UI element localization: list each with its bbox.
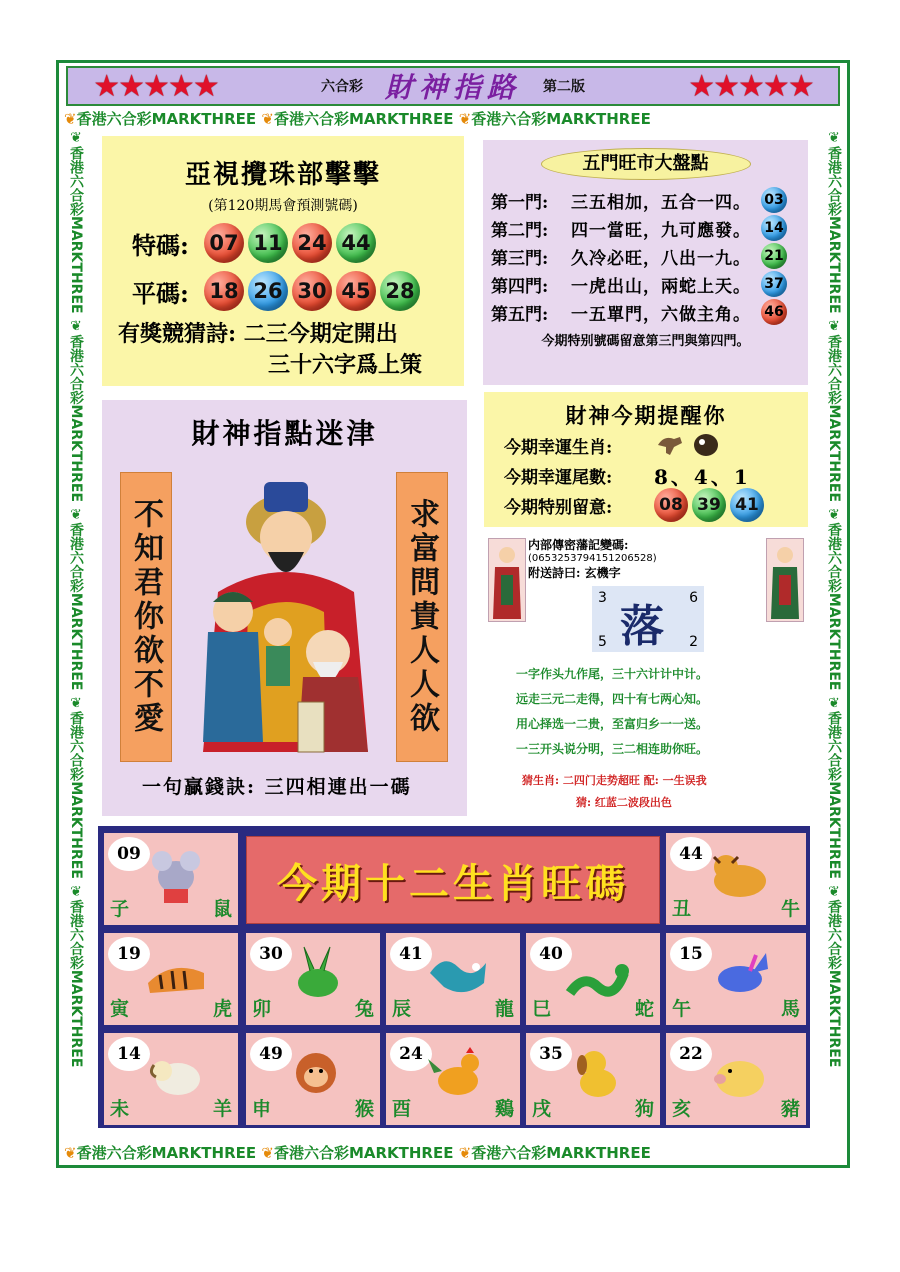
zodiac-cell xyxy=(386,1033,520,1125)
zodiac-animal: 龍 xyxy=(494,998,514,1020)
lucky-zodiac-icons xyxy=(654,431,724,459)
left-banner: 不知君你欲不愛 xyxy=(120,472,172,762)
flat-ball: 18 xyxy=(204,271,244,311)
color-hint: 猜: 红蓝二波段出色 xyxy=(576,796,672,809)
header-right-label: 第二版 xyxy=(543,79,585,95)
zodiac-animal: 狗 xyxy=(634,1098,654,1120)
attention-ball: 08 xyxy=(654,488,688,522)
three-deities-illustration xyxy=(178,462,393,762)
snake-icon xyxy=(564,943,634,1007)
five-gates-panel xyxy=(483,140,808,385)
gate-ball: 14 xyxy=(761,215,787,241)
prediction-title: 亞視攪珠部擊擊 xyxy=(184,160,381,190)
horse-icon xyxy=(704,943,774,1007)
goat-icon xyxy=(142,1043,212,1107)
zodiac-cell xyxy=(104,833,238,925)
gate-row: 第四門: 一虎出山，兩蛇上天。 37 xyxy=(491,270,808,298)
zodiac-cell xyxy=(386,933,520,1025)
flat-ball: 28 xyxy=(380,271,420,311)
zodiac-number: 30 xyxy=(250,937,292,971)
zodiac-number: 09 xyxy=(108,837,150,871)
zodiac-animal: 兔 xyxy=(354,998,374,1020)
zodiac-cell xyxy=(526,933,660,1025)
gate-ball: 46 xyxy=(761,299,787,325)
guidance-panel xyxy=(102,400,467,816)
rooster-icon xyxy=(424,1043,494,1107)
earthly-branch: 辰 xyxy=(392,998,412,1020)
gate-row: 第二門: 四一當旺，九可應發。 14 xyxy=(491,214,808,242)
earthly-branch: 戌 xyxy=(532,1098,552,1120)
zodiac-number: 24 xyxy=(390,1037,432,1071)
flat-ball: 30 xyxy=(292,271,332,311)
header-left-label: 六合彩 xyxy=(320,79,363,95)
five-gates-title: 五門旺市大盤點 xyxy=(541,148,751,180)
secret-character: 落 xyxy=(620,601,664,652)
gate-ball: 03 xyxy=(761,187,787,213)
right-banner: 求富問貴人人欲 xyxy=(396,472,448,762)
zodiac-cell xyxy=(666,933,806,1025)
zodiac-animal: 蛇 xyxy=(634,998,654,1020)
zodiac-cell xyxy=(666,833,806,925)
five-gates-note: 今期特别號碼留意第三門與第四門。 xyxy=(541,334,750,349)
rabbit-icon xyxy=(284,943,354,1007)
flat-number-row xyxy=(132,271,464,311)
zodiac-animal: 豬 xyxy=(780,1098,800,1120)
monkey-icon xyxy=(284,1043,354,1107)
special-number-row xyxy=(132,223,464,263)
rat-icon xyxy=(142,843,212,907)
reminder-title: 財神今期提醒你 xyxy=(565,403,727,428)
earthly-branch: 丑 xyxy=(672,898,692,920)
zodiac-number: 22 xyxy=(670,1037,712,1071)
earthly-branch: 未 xyxy=(110,1098,130,1120)
zodiac-animal: 鼠 xyxy=(212,898,232,920)
secret-verse: 一字作头九作尾，三十六计计中计。 远走三元二走得，四十有七两心知。 用心择选一二贵，至富归乡一一送。 一三开头说分明，三二相连助你旺。 xyxy=(516,667,709,756)
secret-code-panel xyxy=(484,534,808,816)
prediction-panel xyxy=(102,136,464,386)
contest-poem xyxy=(118,319,464,381)
special-ball: 11 xyxy=(248,223,288,263)
special-label: 特碼: xyxy=(132,230,189,260)
poem-line-2: 三十六字爲上策 xyxy=(268,352,423,378)
zodiac-number: 19 xyxy=(108,937,150,971)
border-text-left: ❦香港六合彩MARKTHREE ❦香港六合彩MARKTHREE ❦香港六合彩MARKTHREE ❦香港六合彩MARKTHREE ❦香港六合彩MARKTHREE xyxy=(68,130,84,1068)
gate-ball: 21 xyxy=(761,243,787,269)
zodiac-banner: 今期十二生肖旺碼 xyxy=(246,836,660,924)
guidance-title: 財神指點迷津 xyxy=(191,417,378,450)
zodiac-animal: 虎 xyxy=(212,998,232,1020)
earthly-branch: 寅 xyxy=(110,998,130,1020)
zodiac-animal: 猴 xyxy=(354,1098,374,1120)
zodiac-number: 40 xyxy=(530,937,572,971)
flat-ball: 45 xyxy=(336,271,376,311)
deity-figure-left xyxy=(488,538,526,622)
zodiac-number: 14 xyxy=(108,1037,150,1071)
zodiac-cell xyxy=(526,1033,660,1125)
attention-ball: 39 xyxy=(692,488,726,522)
earthly-branch: 巳 xyxy=(532,998,552,1020)
dragon-icon xyxy=(424,943,494,1007)
secret-character-box: 3 6 落 5 2 xyxy=(592,586,704,652)
pig-icon xyxy=(704,1043,774,1107)
poem-label: 有獎競猜詩: xyxy=(118,321,237,347)
zodiac-animal: 馬 xyxy=(780,998,800,1020)
secret-header: 内部傳密藩記變碼: (06532537941512065​28) 附送詩曰: 玄機字 xyxy=(528,538,657,580)
header-stars-left: ★★★★★ xyxy=(93,68,218,104)
dog-icon xyxy=(564,1043,634,1107)
tiger-icon xyxy=(142,943,212,1007)
gate-ball: 37 xyxy=(761,271,787,297)
lucky-zodiac-row: 今期幸運生肖: xyxy=(504,430,808,460)
prediction-subtitle: (第120期馬會預測號碼) xyxy=(208,198,358,214)
zodiac-cell xyxy=(104,933,238,1025)
gate-row: 第三門: 久冷必旺，八出一九。 21 xyxy=(491,242,808,270)
zodiac-number: 35 xyxy=(530,1037,572,1071)
earthly-branch: 申 xyxy=(252,1098,272,1120)
special-ball: 24 xyxy=(292,223,332,263)
lucky-tail-row: 今期幸運尾數: 8、4、1 xyxy=(504,464,751,489)
zodiac-hint: 猜生肖: 二四门走势超旺 配: 一生误我 xyxy=(522,774,707,787)
header-center xyxy=(243,66,663,106)
earthly-branch: 卯 xyxy=(252,998,272,1020)
zodiac-number: 44 xyxy=(670,837,712,871)
page-title: 財神指路 xyxy=(384,71,521,104)
zodiac-cell xyxy=(246,1033,380,1125)
header-stars-right: ★★★★★ xyxy=(688,68,813,104)
earthly-branch: 子 xyxy=(110,898,130,920)
special-attention-row: 今期特别留意: 08 39 41 xyxy=(504,490,808,520)
flat-ball: 26 xyxy=(248,271,288,311)
ox-icon xyxy=(704,843,774,907)
zodiac-animal: 羊 xyxy=(212,1098,232,1120)
gate-row: 第一門: 三五相加，五合一四。 03 xyxy=(491,186,808,214)
zodiac-animal: 牛 xyxy=(780,898,800,920)
reminder-panel xyxy=(484,392,808,527)
zodiac-cell xyxy=(104,1033,238,1125)
border-text-right: ❦香港六合彩MARKTHREE ❦香港六合彩MARKTHREE ❦香港六合彩MARKTHREE ❦香港六合彩MARKTHREE ❦香港六合彩MARKTHREE xyxy=(826,130,842,1068)
border-text-top: ❦香港六合彩MARKTHREE ❦香港六合彩MARKTHREE ❦香港六合彩MARKTHREE xyxy=(64,110,651,128)
zodiac-cell xyxy=(666,1033,806,1125)
winning-formula: 一句贏錢訣: 三四相連出一碼 xyxy=(142,776,412,798)
special-ball: 07 xyxy=(204,223,244,263)
earthly-branch: 亥 xyxy=(672,1098,692,1120)
flat-label: 平碼: xyxy=(132,278,189,308)
zodiac-number: 49 xyxy=(250,1037,292,1071)
header-bar xyxy=(66,66,840,106)
earthly-branch: 酉 xyxy=(392,1098,412,1120)
zodiac-animal: 鷄 xyxy=(494,1098,514,1120)
special-ball: 44 xyxy=(336,223,376,263)
attention-ball: 41 xyxy=(730,488,764,522)
zodiac-number: 15 xyxy=(670,937,712,971)
zodiac-number: 41 xyxy=(390,937,432,971)
border-text-bottom: ❦香港六合彩MARKTHREE ❦香港六合彩MARKTHREE ❦香港六合彩MARKTHREE xyxy=(64,1144,651,1162)
zodiac-cell xyxy=(246,933,380,1025)
gate-row: 第五門: 一五單門，六做主角。 46 xyxy=(491,298,808,326)
deity-figure-right xyxy=(766,538,804,622)
earthly-branch: 午 xyxy=(672,998,692,1020)
poem-line-1: 二三今期定開出 xyxy=(243,321,398,347)
